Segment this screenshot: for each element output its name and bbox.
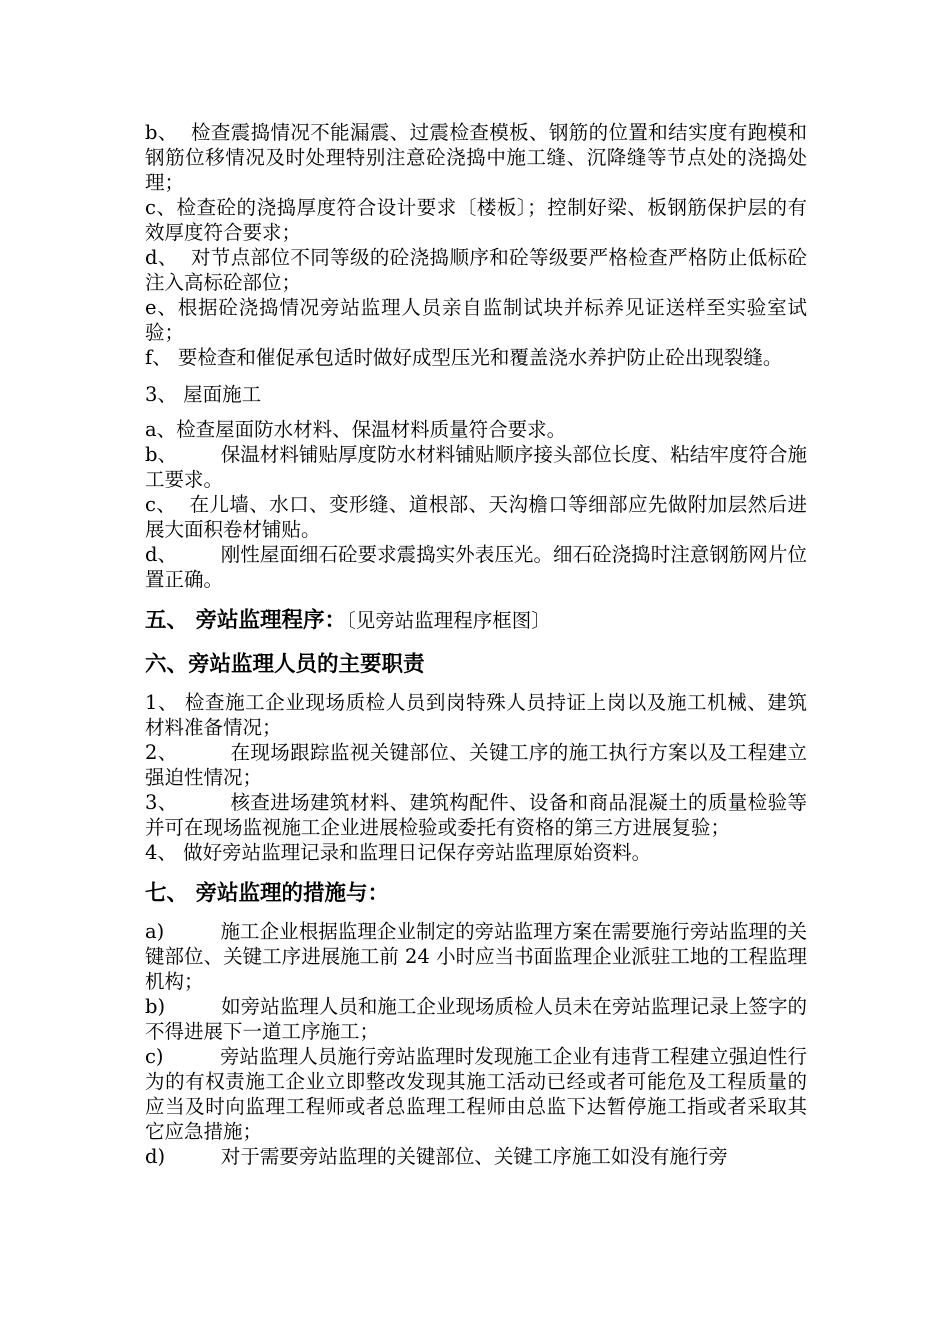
concrete-item-f bbox=[145, 345, 807, 370]
item-mark: b、 bbox=[145, 443, 178, 466]
item-text: 保温材料铺贴厚度防水材料铺贴顺序接头部位长度、粘结牢度符合施工要求。 bbox=[145, 443, 807, 491]
item-mark: d) bbox=[145, 1145, 166, 1168]
concrete-item-e bbox=[145, 295, 807, 345]
item-text: 在现场跟踪监视关键部位、关键工序的施工执行方案以及工程建立强迫性情况； bbox=[145, 741, 807, 789]
item-text: 根据砼浇捣情况旁站监理人员亲自监制试块并标养见证送样至实验室试验； bbox=[145, 296, 807, 344]
section5-title: 五、 旁站监理程序： bbox=[145, 608, 346, 633]
section5-heading bbox=[145, 606, 807, 636]
measure-item-d bbox=[145, 1144, 807, 1169]
item-text: 核查进场建筑材料、建筑构配件、设备和商品混凝土的质量检验等并可在现场监视施工企业进展检验或委托有资格的第三方进展复验； bbox=[145, 791, 807, 839]
duty-item-4 bbox=[145, 840, 807, 865]
document-page bbox=[145, 120, 807, 1169]
item-mark: a) bbox=[145, 920, 165, 943]
measure-item-c bbox=[145, 1044, 807, 1144]
item-text: 检查施工企业现场质检人员到岗特殊人员持证上岗以及施工机械、建筑材料准备情况； bbox=[145, 691, 807, 739]
section5-note: 〔见旁站监理程序框图〕 bbox=[346, 609, 551, 632]
item-text: 旁站监理人员施行旁站监理时发现施工企业有违背工程建立强迫性行为的有权责施工企业立即整改发现其施工活动已经或者可能危及工程质量的应当及时向监理工程师或者总监理工程师由总监下达暂停施工指或者采取其它应急措施； bbox=[145, 1045, 807, 1143]
roof-item-b bbox=[145, 442, 807, 492]
item-mark: 3、 bbox=[145, 791, 178, 814]
item-mark: e、 bbox=[145, 296, 178, 319]
duty-item-3 bbox=[145, 790, 807, 840]
item-text: 如旁站监理人员和施工企业现场质检人员未在旁站监理记录上签字的不得进展下一道工序施工； bbox=[145, 995, 807, 1043]
item-text: 检查屋面防水材料、保温材料质量符合要求。 bbox=[176, 418, 567, 441]
item-text: 刚性屋面细石砼要求震捣实外表压光。细石砼浇捣时注意钢筋网片位置正确。 bbox=[145, 543, 807, 591]
concrete-item-b bbox=[145, 120, 807, 195]
item-mark: d、 bbox=[145, 246, 178, 269]
section7-title: 七、 旁站监理的措施与： bbox=[145, 881, 389, 906]
item-mark: c、 bbox=[145, 196, 177, 219]
item-mark: 1、 bbox=[145, 691, 179, 714]
section6-title: 六、旁站监理人员的主要职责 bbox=[145, 652, 425, 677]
item-mark: c、 bbox=[145, 493, 177, 516]
item-text: 做好旁站监理记录和监理日记保存旁站监理原始资料。 bbox=[183, 841, 652, 864]
duty-item-2 bbox=[145, 740, 807, 790]
item-mark: 4、 bbox=[145, 841, 177, 864]
measure-item-a bbox=[145, 919, 807, 994]
concrete-item-d bbox=[145, 245, 807, 295]
item-text: 在儿墙、水口、变形缝、道根部、天沟檐口等细部应先做附加层然后进展大面积卷材铺贴。 bbox=[145, 493, 807, 541]
item-mark: a、 bbox=[145, 418, 177, 441]
duty-item-1 bbox=[145, 690, 807, 740]
roof-item-a bbox=[145, 417, 807, 442]
measure-item-b bbox=[145, 994, 807, 1044]
item-mark: f、 bbox=[145, 346, 172, 369]
concrete-item-c bbox=[145, 195, 807, 245]
item-mark: c) bbox=[145, 1045, 164, 1068]
item-mark: d、 bbox=[145, 543, 178, 566]
item-text: 检查震捣情况不能漏震、过震检查模板、钢筋的位置和结实度有跑模和钢筋位移情况及时处理特别注意砼浇捣中施工缝、沉降缝等节点处的浇捣处理； bbox=[145, 121, 807, 194]
item-text: 检查砼的浇捣厚度符合设计要求〔楼板〕；控制好梁、板钢筋保护层的有效厚度符合要求； bbox=[145, 196, 807, 244]
item-text: 施工企业根据监理企业制定的旁站监理方案在需要施行旁站监理的关键部位、关键工序进展施工前 24 小时应当书面监理企业派驻工地的工程监理机构； bbox=[145, 920, 807, 993]
roof-title: 3、 屋面施工 bbox=[145, 383, 262, 406]
item-text: 对节点部位不同等级的砼浇捣顺序和砼等级要严格检查严格防止低标砼注入高标砼部位； bbox=[145, 246, 807, 294]
item-mark: b) bbox=[145, 995, 166, 1018]
item-text: 要检查和催促承包适时做好成型压光和覆盖浇水养护防止砼出现裂缝。 bbox=[177, 346, 783, 369]
roof-item-c bbox=[145, 492, 807, 542]
item-text: 对于需要旁站监理的关键部位、关键工序施工如没有施行旁 bbox=[220, 1145, 728, 1168]
item-mark: 2、 bbox=[145, 741, 178, 764]
roof-item-d bbox=[145, 542, 807, 592]
item-mark: b、 bbox=[145, 121, 178, 144]
